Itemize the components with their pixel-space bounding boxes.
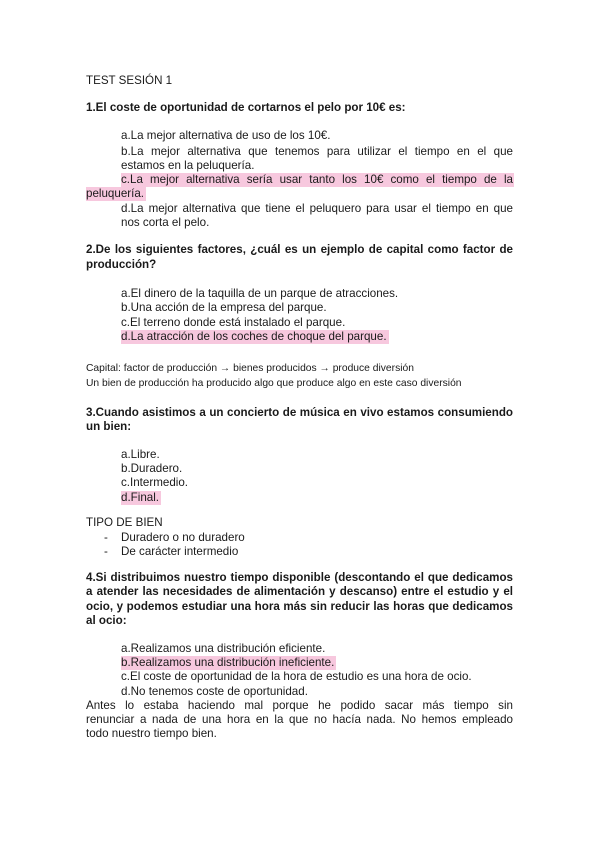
q3-bullet-1: Duradero o no duradero: [121, 531, 245, 544]
q3-option-d: d.Final.: [121, 491, 160, 504]
q4-option-c: c.El coste de oportunidad de la hora de estudio es una hora de ocio.: [121, 670, 472, 683]
q2-note-1: Capital: factor de producción → bienes producidos → produce diversión: [86, 363, 414, 374]
q3-bullet-2: De carácter intermedio: [121, 545, 239, 558]
q2-option-d: d.La atracción de los coches de choque del parque.: [121, 330, 387, 343]
q2-option-a: a.El dinero de la taquilla de un parque de atracciones.: [121, 287, 399, 300]
q3-option-c: c.Intermedio.: [121, 476, 189, 489]
q1-option-d-line1: d.La mejor alternativa que tiene el peluquero para usar el tiempo en que: [121, 202, 513, 215]
question-4-line4: al ocio:: [86, 614, 127, 627]
q1-option-c-line1: c.La mejor alternativa sería usar tanto los 10€ como el tiempo de la: [121, 173, 513, 186]
q1-option-c-line2: peluquería.: [86, 187, 145, 200]
bullet-dash: -: [104, 531, 108, 544]
question-3-line2: un bien:: [86, 420, 132, 433]
q1-option-d-line2: nos corta el pelo.: [121, 216, 210, 229]
q3-section-heading: TIPO DE BIEN: [86, 516, 163, 529]
q1-option-a: a.La mejor alternativa de uso de los 10€.: [121, 129, 331, 142]
question-3-line1: 3.Cuando asistimos a un concierto de música en vivo estamos consumiendo: [86, 406, 513, 419]
question-1: 1.El coste de oportunidad de cortarnos el pelo por 10€ es:: [86, 101, 406, 114]
q2-note-2: Un bien de producción ha producido algo que produce algo en este caso diversión: [86, 378, 462, 389]
q4-explanation-line1: Antes lo estaba haciendo mal porque he podido sacar más tiempo sin: [86, 699, 513, 712]
question-4-line3: ocio, y podemos estudiar una hora más sin reducir las horas que dedicamos: [86, 600, 513, 613]
q4-option-d: d.No tenemos coste de oportunidad.: [121, 685, 308, 698]
q3-option-b: b.Duradero.: [121, 462, 183, 475]
q4-option-a: a.Realizamos una distribución eficiente.: [121, 642, 326, 655]
q2-option-c: c.El terreno donde está instalado el parque.: [121, 316, 346, 329]
question-4-line1: 4.Si distribuimos nuestro tiempo disponible (descontando el que dedicamos: [86, 571, 513, 584]
q4-explanation-line2: renunciar a nada de una hora en la que no hacía nada. No hemos empleado: [86, 713, 513, 726]
q1-option-b-line2: estamos en la peluquería.: [121, 159, 255, 172]
q4-option-b: b.Realizamos una distribución ineficiente.: [121, 656, 335, 669]
q1-option-b-line1: b.La mejor alternativa que tenemos para utilizar el tiempo en el que: [121, 145, 513, 158]
bullet-dash: -: [104, 545, 108, 558]
q3-option-a: a.Libre.: [121, 448, 160, 461]
page-title: TEST SESIÓN 1: [86, 74, 173, 87]
question-4-line2: a atender las necesidades de alimentación y descanso) entre el estudio y el: [86, 585, 513, 598]
question-2-line1: 2.De los siguientes factores, ¿cuál es un ejemplo de capital como factor de: [86, 243, 513, 256]
question-2-line2: producción?: [86, 258, 157, 271]
q4-explanation-line3: todo nuestro tiempo bien.: [86, 727, 217, 740]
q2-option-b: b.Una acción de la empresa del parque.: [121, 301, 327, 314]
